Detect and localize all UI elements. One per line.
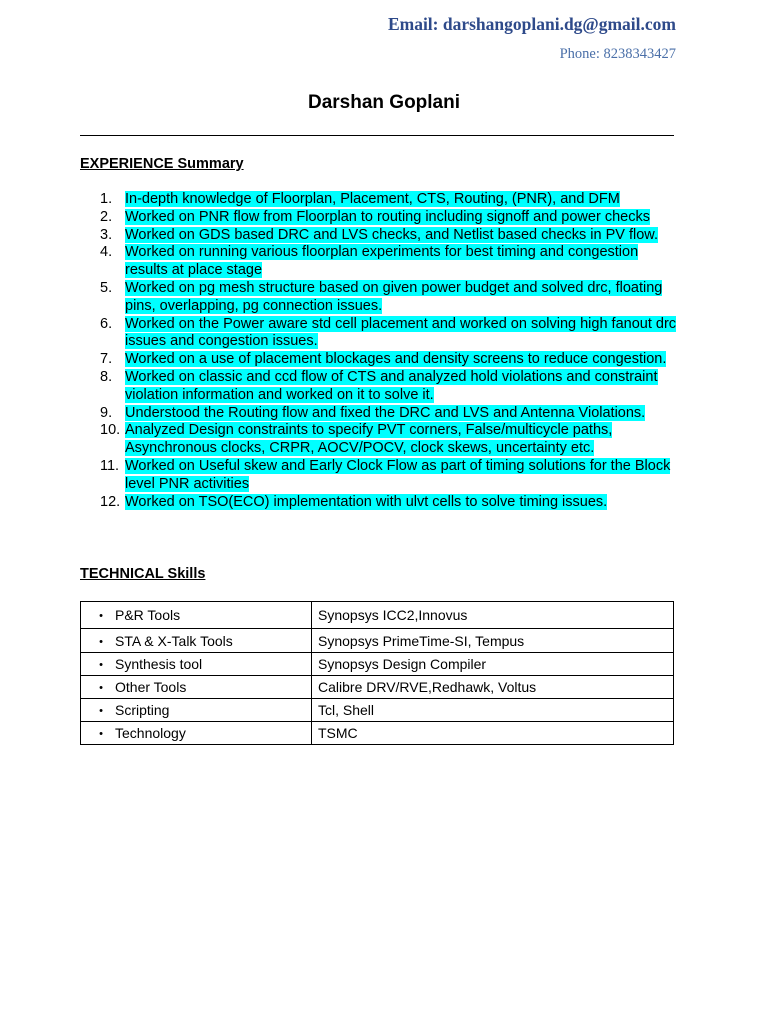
experience-item-number: 11. — [100, 457, 120, 474]
skill-category-cell — [81, 722, 312, 745]
skill-value: TSMC — [312, 722, 674, 745]
experience-item-text: Analyzed Design constraints to specify PVT corners, False/multicycle paths, Asynchronous clocks, CRPR, AOCV/POCV, clock skews, uncertainty etc. — [125, 422, 613, 457]
bullet-icon: • — [99, 728, 103, 741]
skill-category: STA & X-Talk Tools — [115, 632, 233, 649]
experience-item — [100, 244, 680, 280]
experience-item — [100, 422, 680, 458]
experience-item — [100, 351, 680, 369]
skill-value: Synopsys PrimeTime-SI, Tempus — [312, 629, 674, 653]
experience-item-number: 9. — [100, 404, 113, 421]
table-row — [81, 676, 674, 699]
table-row — [81, 699, 674, 722]
email-line[interactable]: Email: darshangoplani.dg@gmail.com — [387, 14, 676, 34]
experience-item-text: Worked on a use of placement blockages and density screens to reduce congestion. — [125, 351, 667, 368]
bullet-icon: • — [99, 705, 103, 718]
table-row — [81, 629, 674, 653]
experience-item — [100, 369, 680, 405]
experience-item — [100, 405, 680, 423]
experience-item-number: 4. — [100, 244, 113, 261]
experience-item-number: 5. — [100, 279, 113, 296]
experience-item-text: Understood the Routing flow and fixed the DRC and LVS and Antenna Violations. — [125, 404, 646, 421]
experience-item — [100, 227, 680, 245]
table-row — [81, 653, 674, 676]
skill-value: Synopsys ICC2,Innovus — [312, 602, 674, 629]
experience-item — [100, 280, 680, 316]
experience-item-text: Worked on the Power aware std cell placement and worked on solving high fanout drc issues and congestion issues. — [125, 315, 677, 350]
experience-item-text: In-depth knowledge of Floorplan, Placement, CTS, Routing, (PNR), and DFM — [125, 191, 620, 207]
skill-category-cell — [81, 653, 312, 676]
skill-category: Scripting — [115, 702, 170, 718]
skill-category: Other Tools — [115, 679, 187, 695]
experience-item-number: 12. — [100, 493, 121, 510]
skill-category: Technology — [115, 725, 186, 741]
experience-item-text: Worked on classic and ccd flow of CTS and analyzed hold violations and constraint violation information and worked on it to solve it. — [125, 368, 658, 403]
bullet-icon: • — [99, 610, 103, 623]
experience-item-number: 6. — [100, 315, 113, 332]
skill-category: Synthesis tool — [115, 656, 203, 672]
skill-category-cell — [81, 699, 312, 722]
skills-table — [80, 601, 674, 745]
experience-heading: EXPERIENCE Summary — [80, 156, 244, 172]
phone-line: Phone: 8238343427 — [559, 46, 676, 62]
experience-item — [100, 209, 680, 227]
skill-category-cell — [81, 676, 312, 699]
experience-item-text: Worked on GDS based DRC and LVS checks, and Netlist based checks in PV flow. — [125, 226, 659, 243]
header-divider — [80, 135, 674, 136]
experience-list — [100, 191, 680, 511]
experience-item — [100, 494, 680, 512]
skill-category: P&R Tools — [115, 607, 181, 623]
experience-item — [100, 316, 680, 352]
candidate-name: Darshan Goplani — [307, 92, 461, 113]
skill-category-cell — [81, 602, 312, 629]
table-row — [81, 722, 674, 745]
skill-value: Calibre DRV/RVE,Redhawk, Voltus — [312, 676, 674, 699]
experience-item-number: 8. — [100, 368, 113, 385]
experience-item-number: 2. — [100, 208, 113, 225]
bullet-icon: • — [99, 635, 103, 648]
experience-item-number: 10. — [100, 422, 121, 439]
skill-value: Synopsys Design Compiler — [312, 653, 674, 676]
skill-category-cell — [81, 629, 312, 653]
experience-item-text: Worked on TSO(ECO) implementation with ulvt cells to solve timing issues. — [125, 493, 608, 510]
experience-item — [100, 458, 680, 494]
bullet-icon: • — [99, 682, 103, 695]
experience-item-text: Worked on running various floorplan experiments for best timing and congestion results at place stage — [125, 244, 639, 279]
table-row — [81, 602, 674, 629]
experience-item-number: 1. — [100, 191, 113, 207]
technical-heading: TECHNICAL Skills — [80, 566, 206, 582]
skill-value: Tcl, Shell — [312, 699, 674, 722]
experience-item-text: Worked on pg mesh structure based on given power budget and solved drc, floating pins, overlapping, pg connection issues. — [125, 279, 663, 314]
experience-item-number: 3. — [100, 226, 113, 243]
experience-item-text: Worked on Useful skew and Early Clock Flow as part of timing solutions for the Block level PNR activities — [125, 457, 671, 492]
bullet-icon: • — [99, 659, 103, 672]
experience-item-text: Worked on PNR flow from Floorplan to routing including signoff and power checks — [125, 208, 650, 225]
experience-item-number: 7. — [100, 351, 113, 368]
experience-item — [100, 191, 680, 209]
